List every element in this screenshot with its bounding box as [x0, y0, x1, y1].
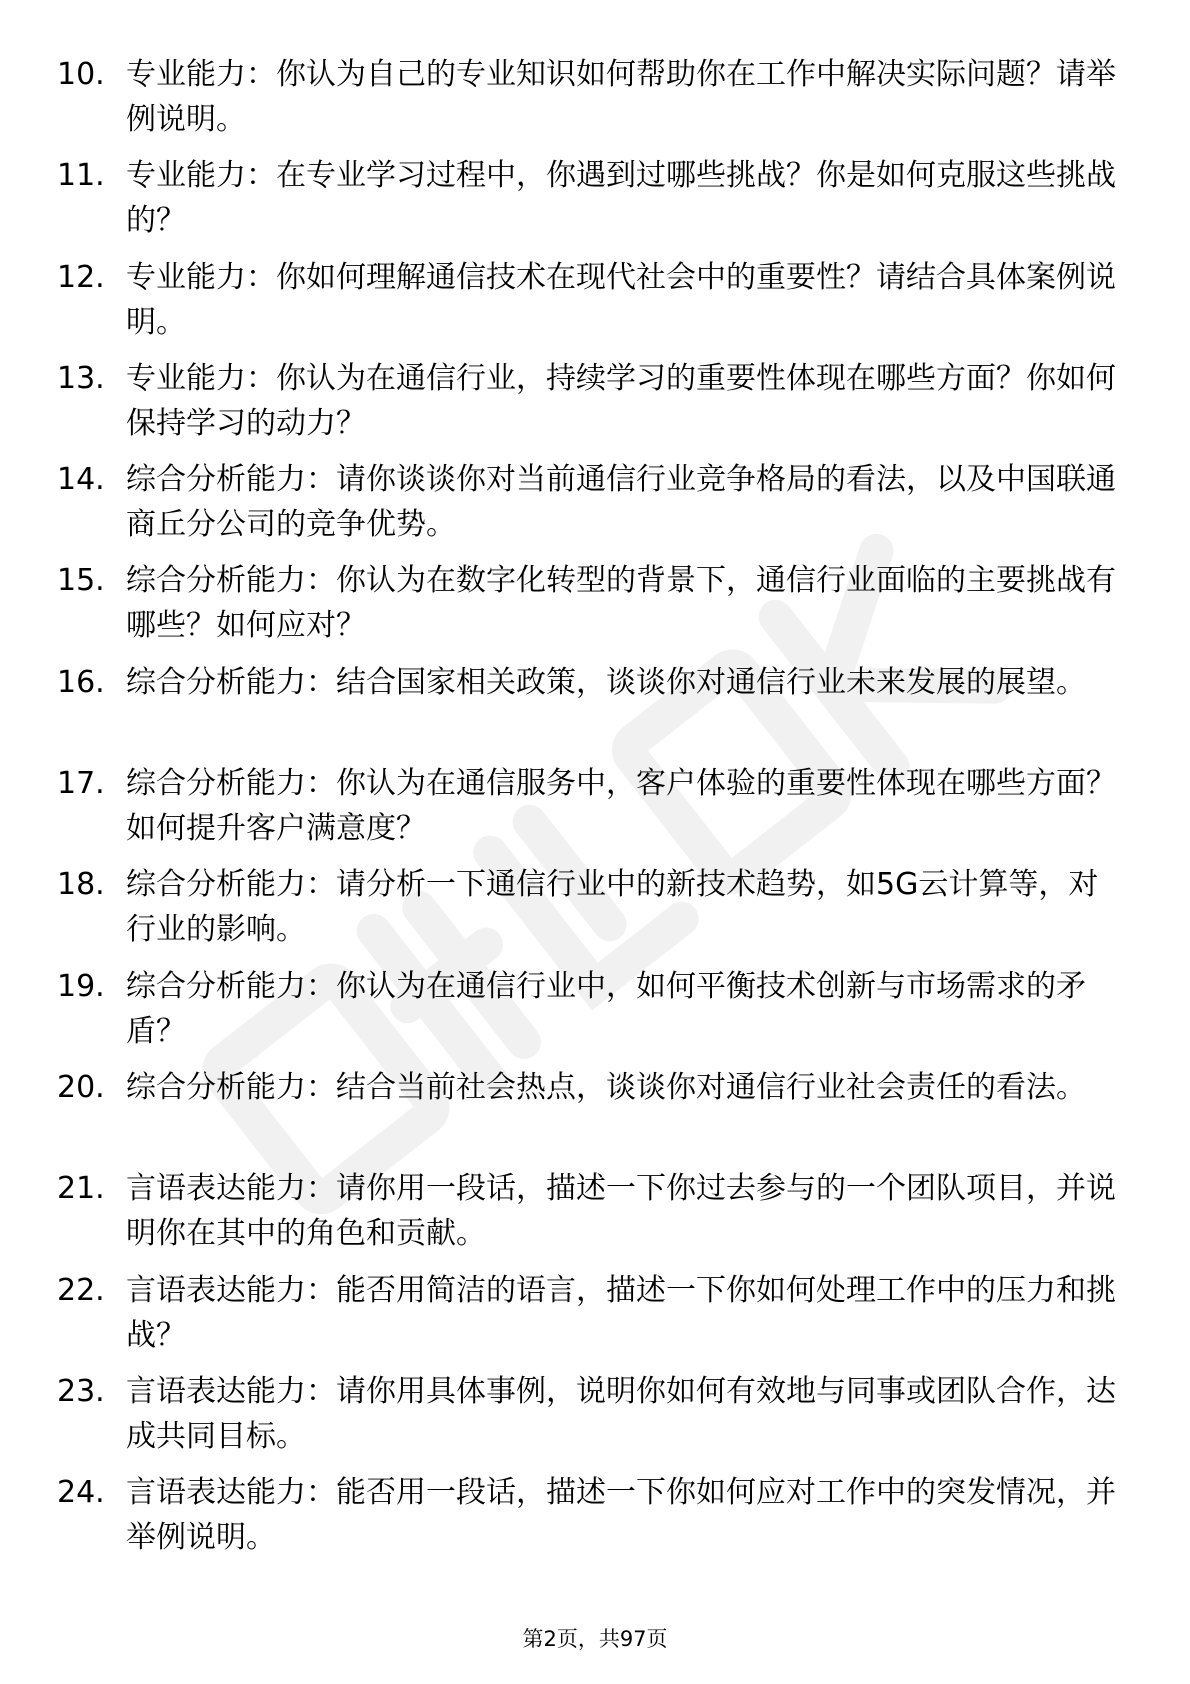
question-number: 14. — [57, 462, 105, 498]
question-item — [0, 1470, 1190, 1571]
question-text: 综合分析能力：你认为在通信服务中，客户体验的重要性体现在哪些方面？如何提升客户满意度？ — [126, 766, 1116, 847]
question-item — [0, 153, 1190, 254]
page-footer — [0, 1624, 1190, 1654]
question-text: 言语表达能力：请你用具体事例，说明你如何有效地与同事或团队合作，达成共同目标。 — [126, 1373, 1116, 1454]
question-number: 12. — [57, 259, 105, 295]
question-number: 10. — [57, 57, 105, 92]
question-text: 综合分析能力：结合当前社会热点，谈谈你对通信行业社会责任的看法。 — [126, 1069, 1086, 1105]
question-item — [0, 862, 1190, 963]
question-number: 11. — [57, 158, 105, 194]
question-text: 综合分析能力：请你谈谈你对当前通信行业竞争格局的看法，以及中国联通商丘分公司的竞争优势。 — [126, 462, 1116, 543]
question-text: 言语表达能力：能否用简洁的语言，描述一下你如何处理工作中的压力和挑战？ — [126, 1272, 1116, 1353]
question-item — [0, 1369, 1190, 1470]
question-text: 专业能力：你如何理解通信技术在现代社会中的重要性？请结合具体案例说明。 — [126, 259, 1116, 340]
question-item — [0, 660, 1190, 761]
question-item — [0, 964, 1190, 1065]
question-number: 21. — [57, 1171, 105, 1207]
question-item — [0, 761, 1190, 862]
question-item — [0, 1166, 1190, 1267]
question-text: 专业能力：你认为在通信行业，持续学习的重要性体现在哪些方面？你如何保持学习的动力？ — [126, 360, 1116, 441]
question-text: 综合分析能力：请分析一下通信行业中的新技术趋势，如5G云计算等，对行业的影响。 — [126, 867, 1099, 948]
question-text: 专业能力：你认为自己的专业知识如何帮助你在工作中解决实际问题？请举例说明。 — [126, 57, 1116, 137]
question-number: 16. — [57, 664, 105, 700]
question-text: 言语表达能力：请你用一段话，描述一下你过去参与的一个团队项目，并说明你在其中的角色和贡献。 — [126, 1171, 1116, 1252]
question-item — [0, 457, 1190, 558]
question-number: 15. — [57, 563, 105, 599]
question-number: 22. — [57, 1272, 105, 1308]
question-text: 专业能力：在专业学习过程中，你遇到过哪些挑战？你是如何克服这些挑战的？ — [126, 158, 1116, 239]
page-number-label: 第2页，共97页 — [522, 1627, 668, 1651]
question-text: 综合分析能力：你认为在数字化转型的背景下，通信行业面临的主要挑战有哪些？如何应对？ — [126, 563, 1116, 644]
question-number: 20. — [57, 1069, 105, 1105]
question-number: 23. — [57, 1373, 105, 1409]
question-text: 综合分析能力：结合国家相关政策，谈谈你对通信行业未来发展的展望。 — [126, 664, 1086, 700]
question-text: 综合分析能力：你认为在通信行业中，如何平衡技术创新与市场需求的矛盾？ — [126, 968, 1086, 1049]
question-item — [0, 356, 1190, 457]
question-item — [0, 52, 1190, 153]
question-item — [0, 1065, 1190, 1166]
question-text: 言语表达能力：能否用一段话，描述一下你如何应对工作中的突发情况，并举例说明。 — [126, 1475, 1116, 1556]
question-number: 18. — [57, 867, 105, 903]
question-item — [0, 1268, 1190, 1369]
question-number: 24. — [57, 1475, 105, 1511]
question-number: 17. — [57, 766, 105, 802]
question-number: 13. — [57, 360, 105, 396]
question-item — [0, 255, 1190, 356]
question-list — [0, 52, 1190, 1571]
question-number: 19. — [57, 968, 105, 1004]
question-item — [0, 558, 1190, 659]
